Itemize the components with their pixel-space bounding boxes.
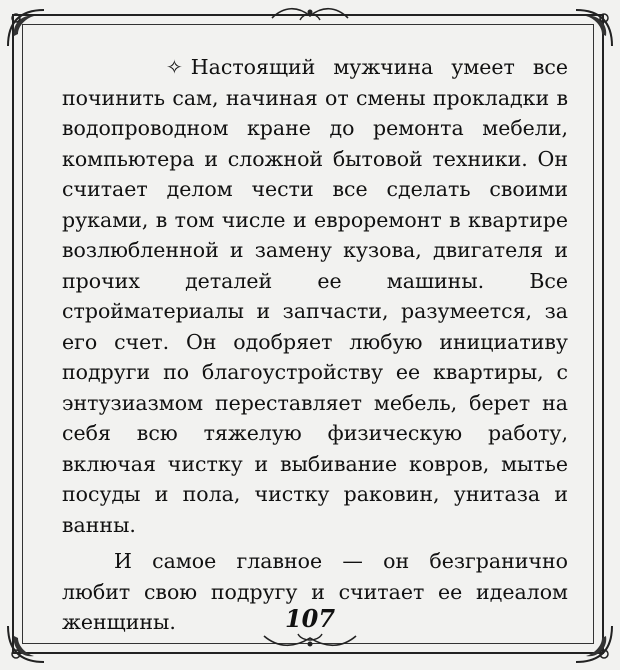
corner-ornament-icon (4, 6, 50, 52)
corner-ornament-icon (570, 6, 616, 52)
paragraph-2-text: И самое главное — он безгранично любит свою подругу и считает ее идеалом женщины. (62, 549, 568, 634)
page-number: 107 (284, 604, 336, 633)
paragraph-1 (62, 52, 568, 540)
bottom-ornament-icon (262, 628, 358, 650)
paragraph-1-text: Настоящий мужчина умеет все починить сам, начиная от смены прокладки в водопроводном кране до ремонта мебели, компьютера и сложной бытовой техники. Он считает делом чести все сделать своими руками, в том числе и евроремонт в квартире возлюбленной и замену кузова, двигателя и прочих деталей ее машины. Все стройматериалы и запчасти, разумеется, за его счет. Он одобряет любую инициативу подруги по благоустройству ее квартиры, с энтузиазмом переставляет мебель, берет на себя всю тяжелую физическую работу, включая чистку и выбивание ковров, мытье посуды и пола, чистку раковин, унитаза и ванны. (62, 55, 568, 537)
top-ornament-icon (270, 4, 350, 26)
body-text (62, 52, 568, 638)
diamond-sparkle-icon: ✧ (166, 55, 183, 79)
